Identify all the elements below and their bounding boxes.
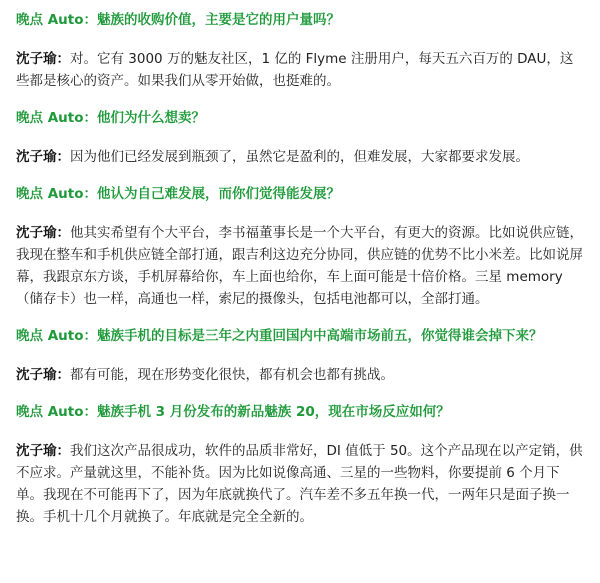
question-3: 晚点 Auto：他认为自己难发展，而你们觉得能发展？ xyxy=(16,186,340,202)
article-body xyxy=(16,0,584,528)
answer-text: 对。它有 3000 万的魅友社区，1 亿的 Flyme 注册用户，每天五六百万的 DAU，这些都是核心的资产。如果我们从零开始做，也挺难的。 xyxy=(16,51,574,89)
answer-text: 我们这次产品很成功，软件的品质非常好，DI 值低于 50。这个产品现在以产定销，供不应求。产量就这里，不能补货。因为比如说像高通、三星的一些物料，你要提前 6 个月下单。我现在不可能再下了，因为年底就换代了。汽车差不多五年换一代，一两年只是面子换一换。手机十几个月就换了。年底就是完全全新的。 xyxy=(16,443,583,525)
speaker-label: 沈子瑜： xyxy=(16,367,70,383)
speaker-label: 沈子瑜： xyxy=(16,225,70,241)
question-4: 晚点 Auto：魅族手机的目标是三年之内重回国内中高端市场前五，你觉得谁会掉下来？ xyxy=(16,328,543,344)
answer-text: 都有可能，现在形势变化很快，都有机会也都有挑战。 xyxy=(70,367,394,383)
answer-text: 他其实希望有个大平台，李书福董事长是一个大平台，有更大的资源。比如说供应链，我现在整车和手机供应链全部打通，跟吉利这边充分协同，供应链的优势不比小米差。比如说屏幕，我跟京东方谈，手机屏幕给你，车上面也给你，车上面可能是十倍价格。三星 memory（储存卡）也一样，高通也一样，索尼的摄像头，包括电池都可以，全部打通。 xyxy=(16,225,583,307)
speaker-label: 沈子瑜： xyxy=(16,149,70,165)
question-2: 晚点 Auto：他们为什么想卖？ xyxy=(16,110,205,126)
answer-2 xyxy=(16,146,584,168)
answer-3 xyxy=(16,222,584,310)
speaker-label: 沈子瑜： xyxy=(16,51,70,67)
question-5: 晚点 Auto：魅族手机 3 月份发布的新品魅族 20，现在市场反应如何？ xyxy=(16,404,450,420)
answer-5 xyxy=(16,440,584,528)
answer-4 xyxy=(16,364,584,386)
speaker-label: 沈子瑜： xyxy=(16,443,70,459)
answer-1 xyxy=(16,48,584,92)
answer-text: 因为他们已经发展到瓶颈了，虽然它是盈利的，但难发展，大家都要求发展。 xyxy=(70,149,529,165)
question-1: 晚点 Auto：魅族的收购价值，主要是它的用户量吗？ xyxy=(16,12,340,28)
